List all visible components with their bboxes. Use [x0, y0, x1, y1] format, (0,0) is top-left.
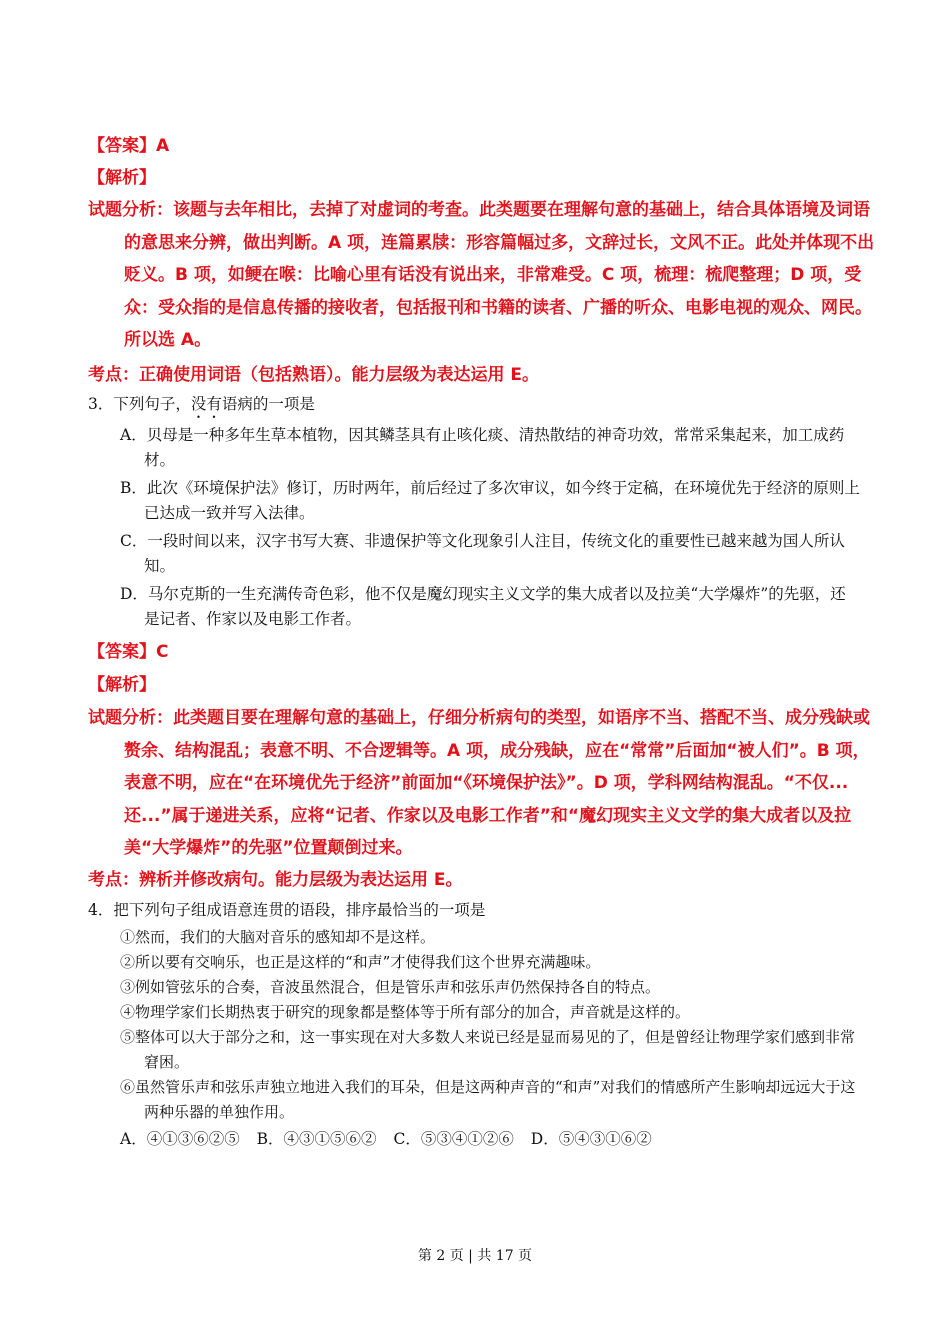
choice-b: B．④③①⑤⑥②	[256, 1130, 377, 1148]
question-3-stem: 3．下列句子，没有语病的一项是	[88, 395, 315, 413]
option-c: C．一段时间以来，汉字书写大赛、非遗保护等文化现象引人注目，传统文化的重要性已越来越为国人所认知。	[120, 532, 845, 575]
analysis-text-q2: 试题分析：该题与去年相比，去掉了对虚词的考查。此类题要在理解句意的基础上，结合具体语境及词语的意思来分辨，做出判断。A 项，连篇累牍：形容篇幅过多，文辞过长，文风不正。此处并体现不出贬义。B 项，如鲠在喉：比喻心里有话没有说出来，非常难受。C 项，梳理：梳爬整理；D 项，受众：受众指的是信息传播的接收者，包括报刊和书籍的读者、广播的听众、电影电视的观众、网民。所以选 A。	[88, 200, 875, 350]
kaodian-q2: 考点：正确使用词语（包括熟语）。能力层级为表达运用 E。	[88, 365, 540, 385]
question-4-choices	[120, 1127, 652, 1149]
sentence-1: ①然而，我们的大脑对音乐的感知却不是这样。	[120, 928, 436, 946]
option-a: A．贝母是一种多年生草本植物，因其鳞茎具有止咳化痰、清热散结的神奇功效，常常采集起来，加工成药材。	[120, 426, 845, 469]
choice-c: C．⑤③④①②⑥	[393, 1130, 514, 1148]
choice-a: A．④①③⑥②⑤	[120, 1130, 240, 1148]
question-4-items	[120, 925, 860, 1125]
analysis-q2	[88, 194, 878, 357]
question-3-options	[120, 423, 860, 632]
analysis-text-q3: 试题分析：此类题目要在理解句意的基础上，仔细分析病句的类型，如语序不当、搭配不当、成分残缺或赘余、结构混乱；表意不明、不合逻辑等。A 项，成分残缺，应在“常常”后面加“被人们”。B 项，表意不明，应在“在环境优先于经济”前面加“《环境保护法》”。D 项，学科网结构混乱。“不仅...还...”属于递进关系，应将“记者、作家以及电影工作者”和“魔幻现实主义文学的集大成者以及拉美“大学爆炸”的先驱”位置颠倒过来。	[88, 708, 870, 858]
page-footer: 第 2 页 | 共 17 页	[417, 1248, 533, 1264]
kaodian-q3: 考点：辨析并修改病句。能力层级为表达运用 E。	[88, 870, 463, 890]
sentence-2: ②所以要有交响乐，也正是这样的“和声”才使得我们这个世界充满趣味。	[120, 953, 601, 971]
answer-label-q2: 【答案】A	[88, 136, 170, 156]
analysis-q3	[88, 702, 878, 865]
sentence-3: ③例如管弦乐的合奏，音波虽然混合，但是管乐声和弦乐声仍然保持各自的特点。	[120, 978, 661, 996]
option-b: B．此次《环境保护法》修订，历时两年，前后经过了多次审议，如今终于定稿，在环境优先于经济的原则上已达成一致并写入法律。	[120, 479, 860, 522]
sentence-5: ⑤整体可以大于部分之和，这一事实现在对大多数人来说已经是显而易见的了，但是曾经让物理学家们感到非常窘困。	[120, 1028, 856, 1071]
sentence-6: ⑥虽然管乐声和弦乐声独立地进入我们的耳朵，但是这两种声音的“和声”对我们的情感所产生影响却远远大于这两种乐器的单独作用。	[120, 1078, 856, 1121]
answer-label-q3: 【答案】C	[88, 642, 169, 662]
emphasis-mark: 没有	[190, 395, 222, 413]
sentence-4: ④物理学家们长期热衷于研究的现象都是整体等于所有部分的加合，声音就是这样的。	[120, 1003, 691, 1021]
question-4-stem: 4．把下列句子组成语意连贯的语段，排序最恰当的一项是	[88, 901, 486, 919]
choice-d: D．⑤④③①⑥②	[530, 1130, 652, 1148]
analysis-label-q2: 【解析】	[88, 168, 156, 188]
option-d: D．马尔克斯的一生充满传奇色彩，他不仅是魔幻现实主义文学的集大成者以及拉美“大学爆炸”的先驱，还是记者、作家以及电影工作者。	[120, 585, 846, 628]
analysis-label-q3: 【解析】	[88, 675, 156, 695]
